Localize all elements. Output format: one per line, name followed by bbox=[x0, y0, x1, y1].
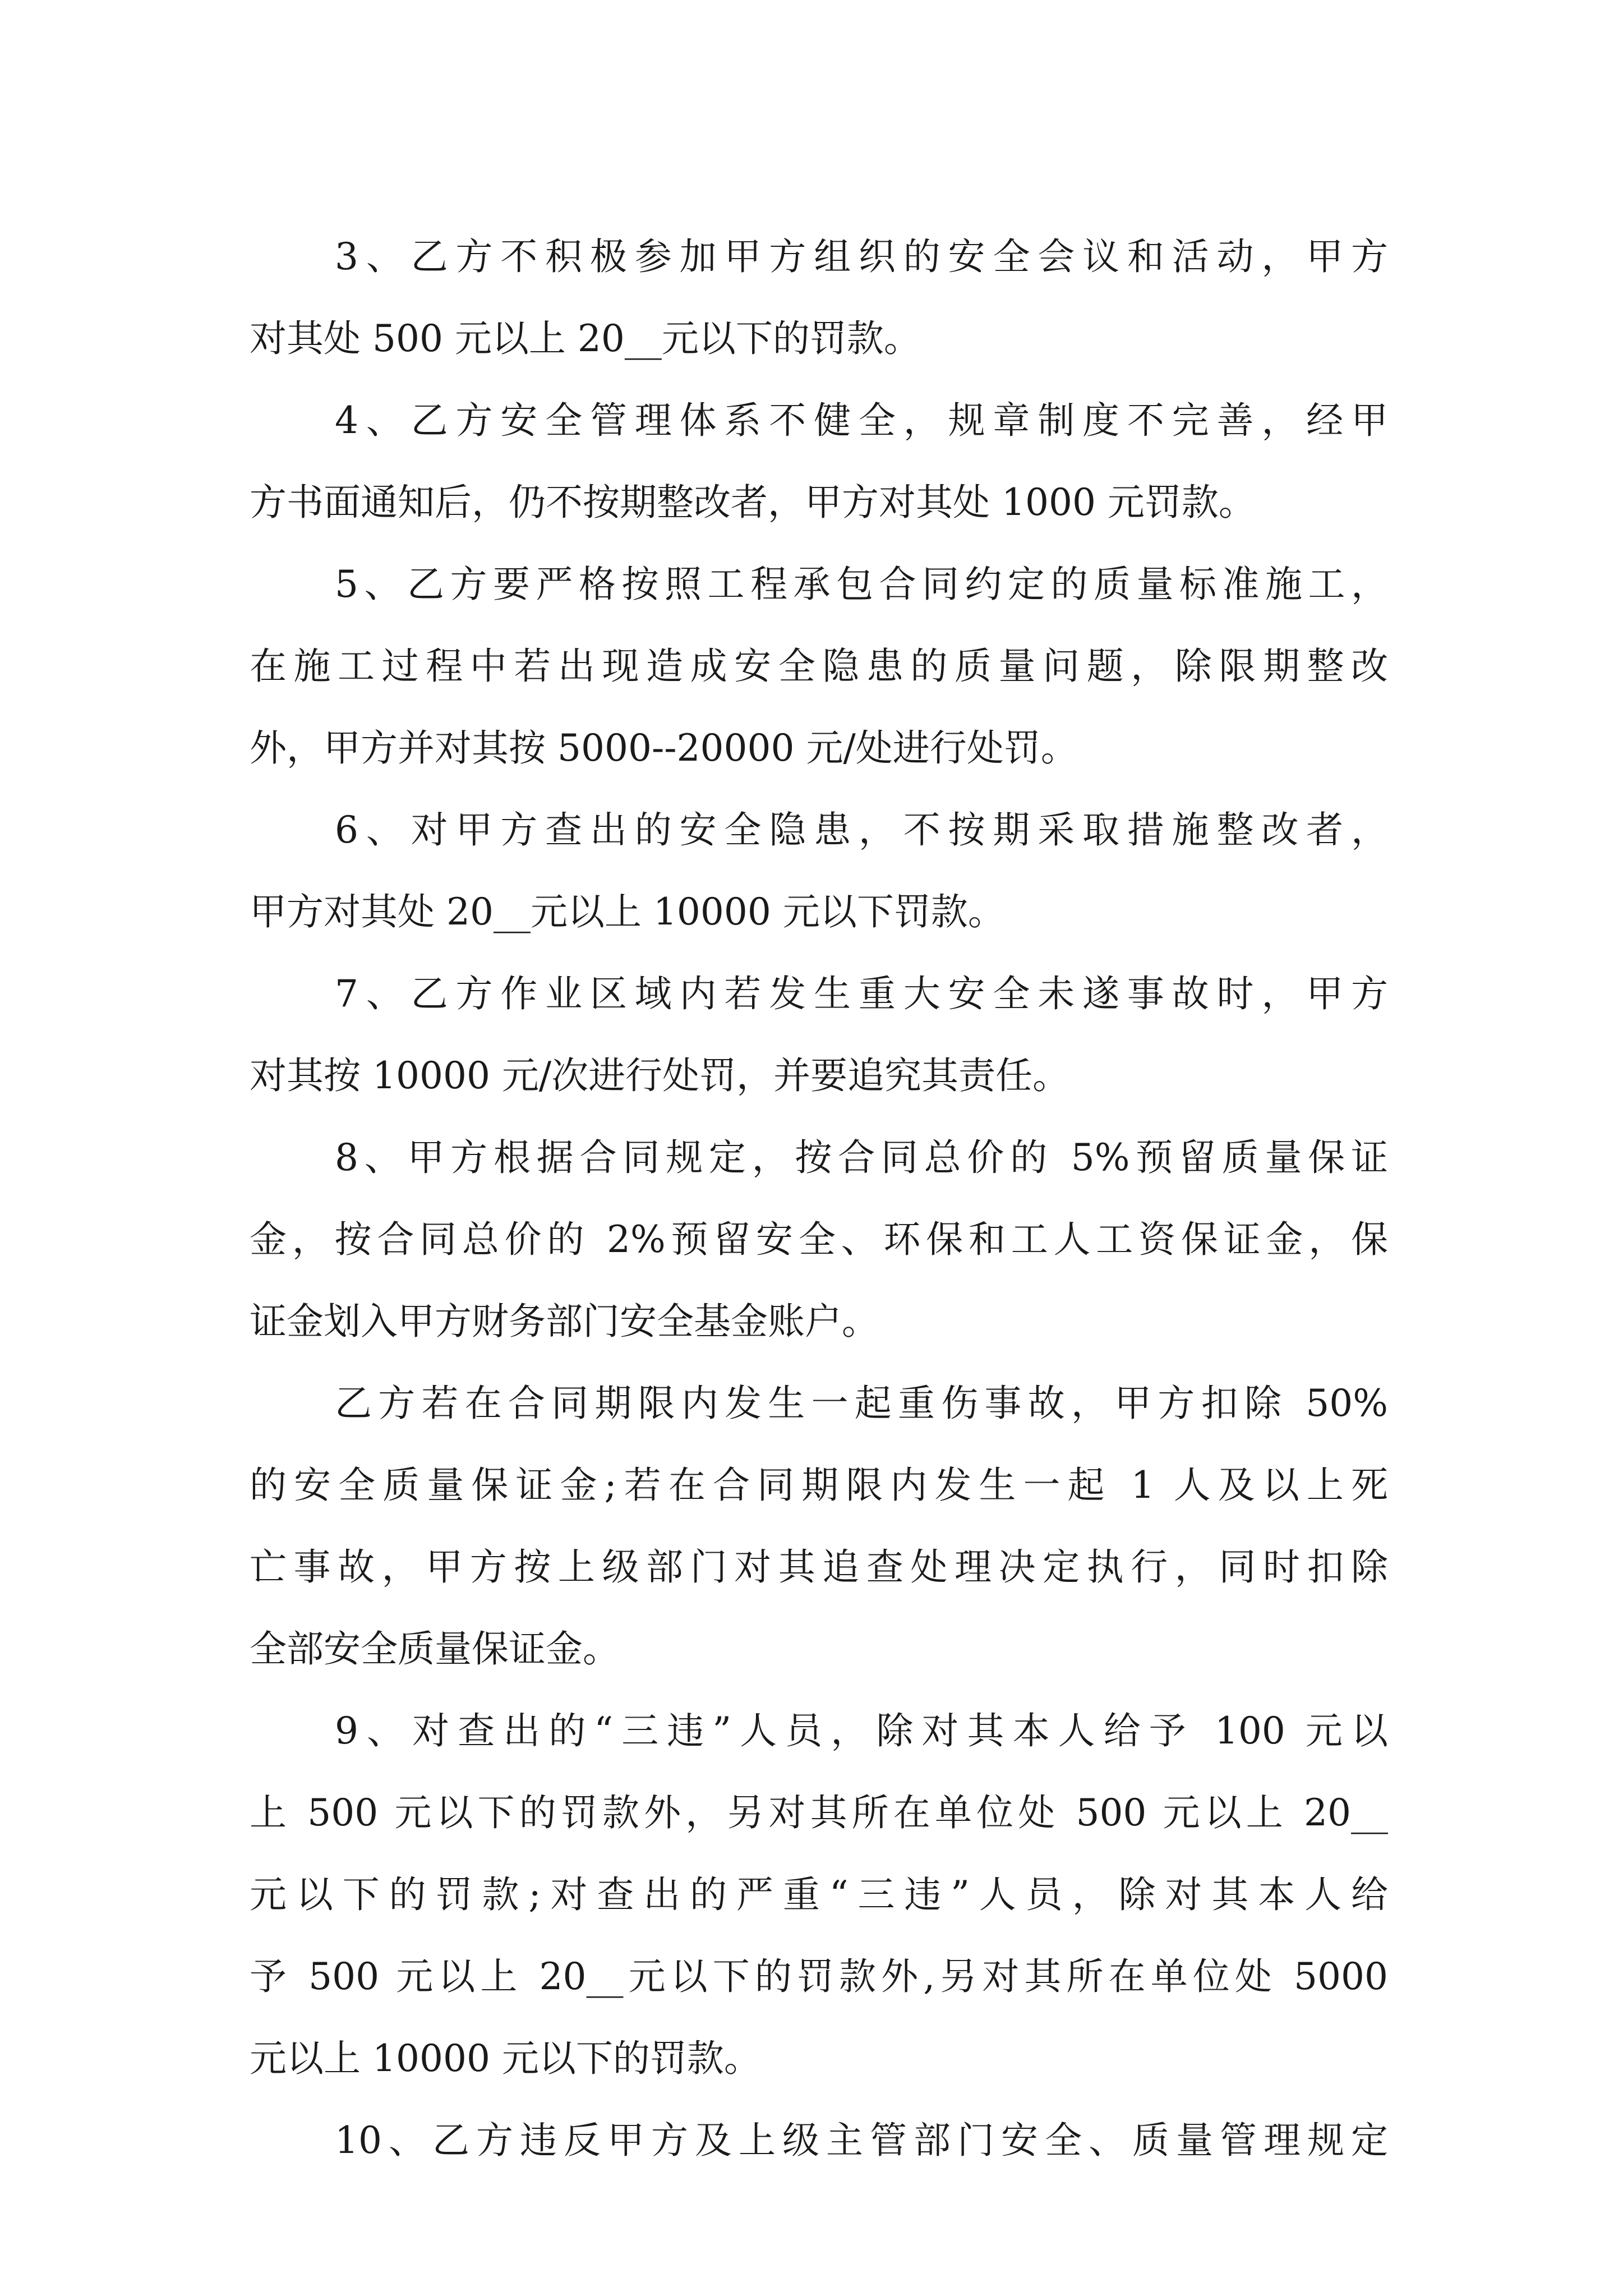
paragraph-line: 对其按 10000 元/次进行处罚，并要追究其责任。 bbox=[250, 1054, 1070, 1097]
paragraph-line: 全部安全质量保证金。 bbox=[250, 1627, 620, 1671]
paragraph-line: 证金划入甲方财务部门安全基金账户。 bbox=[250, 1300, 879, 1343]
paragraph-line: 的安全质量保证金;若在合同期限内发生一起 1 人及以上死 bbox=[250, 1464, 1388, 1507]
paragraph-5 bbox=[250, 544, 1388, 789]
paragraph-line: 7、乙方作业区域内若发生重大安全未遂事故时，甲方 bbox=[335, 972, 1388, 1015]
paragraph-line: 元以下的罚款;对查出的严重“三违”人员，除对其本人给 bbox=[250, 1873, 1388, 1916]
paragraph-8-continued bbox=[250, 1363, 1388, 1690]
paragraph-line: 对其处 500 元以上 20__元以下的罚款。 bbox=[250, 317, 921, 360]
paragraph-3 bbox=[250, 216, 1388, 380]
paragraph-line: 8、甲方根据合同规定，按合同总价的 5%预留质量保证 bbox=[335, 1136, 1388, 1179]
paragraph-8 bbox=[250, 1117, 1388, 1363]
paragraph-line: 上 500 元以下的罚款外，另对其所在单位处 500 元以上 20__ bbox=[250, 1791, 1388, 1834]
paragraph-line: 6、对甲方查出的安全隐患，不按期采取措施整改者， bbox=[335, 808, 1388, 852]
paragraph-line: 甲方对其处 20__元以上 10000 元以下罚款。 bbox=[250, 890, 1005, 933]
paragraph-line: 外，甲方并对其按 5000--20000 元/处进行处罚。 bbox=[250, 726, 1078, 770]
paragraph-line: 9、对查出的“三违”人员，除对其本人给予 100 元以 bbox=[335, 1709, 1388, 1752]
paragraph-7 bbox=[250, 953, 1388, 1117]
paragraph-6 bbox=[250, 789, 1388, 953]
paragraph-9 bbox=[250, 1690, 1388, 2100]
paragraph-line: 亡事故，甲方按上级部门对其追查处理决定执行，同时扣除 bbox=[250, 1545, 1388, 1589]
document-body bbox=[250, 216, 1388, 2182]
paragraph-line: 4、乙方安全管理体系不健全，规章制度不完善，经甲 bbox=[335, 399, 1388, 442]
paragraph-line: 乙方若在合同期限内发生一起重伤事故，甲方扣除 50% bbox=[335, 1382, 1388, 1425]
paragraph-line: 10、乙方违反甲方及上级主管部门安全、质量管理规定 bbox=[335, 2119, 1388, 2162]
paragraph-line: 元以上 10000 元以下的罚款。 bbox=[250, 2037, 761, 2080]
paragraph-line: 3、乙方不积极参加甲方组织的安全会议和活动，甲方 bbox=[335, 235, 1388, 278]
paragraph-line: 方书面通知后，仍不按期整改者，甲方对其处 1000 元罚款。 bbox=[250, 481, 1256, 524]
paragraph-line: 在施工过程中若出现造成安全隐患的质量问题，除限期整改 bbox=[250, 645, 1388, 688]
paragraph-line: 金，按合同总价的 2%预留安全、环保和工人工资保证金，保 bbox=[250, 1218, 1388, 1261]
paragraph-4 bbox=[250, 380, 1388, 544]
paragraph-line: 予 500 元以上 20__元以下的罚款外,另对其所在单位处 5000 bbox=[250, 1955, 1388, 1998]
paragraph-10 bbox=[250, 2100, 1388, 2182]
paragraph-line: 5、乙方要严格按照工程承包合同约定的质量标准施工， bbox=[335, 563, 1388, 606]
